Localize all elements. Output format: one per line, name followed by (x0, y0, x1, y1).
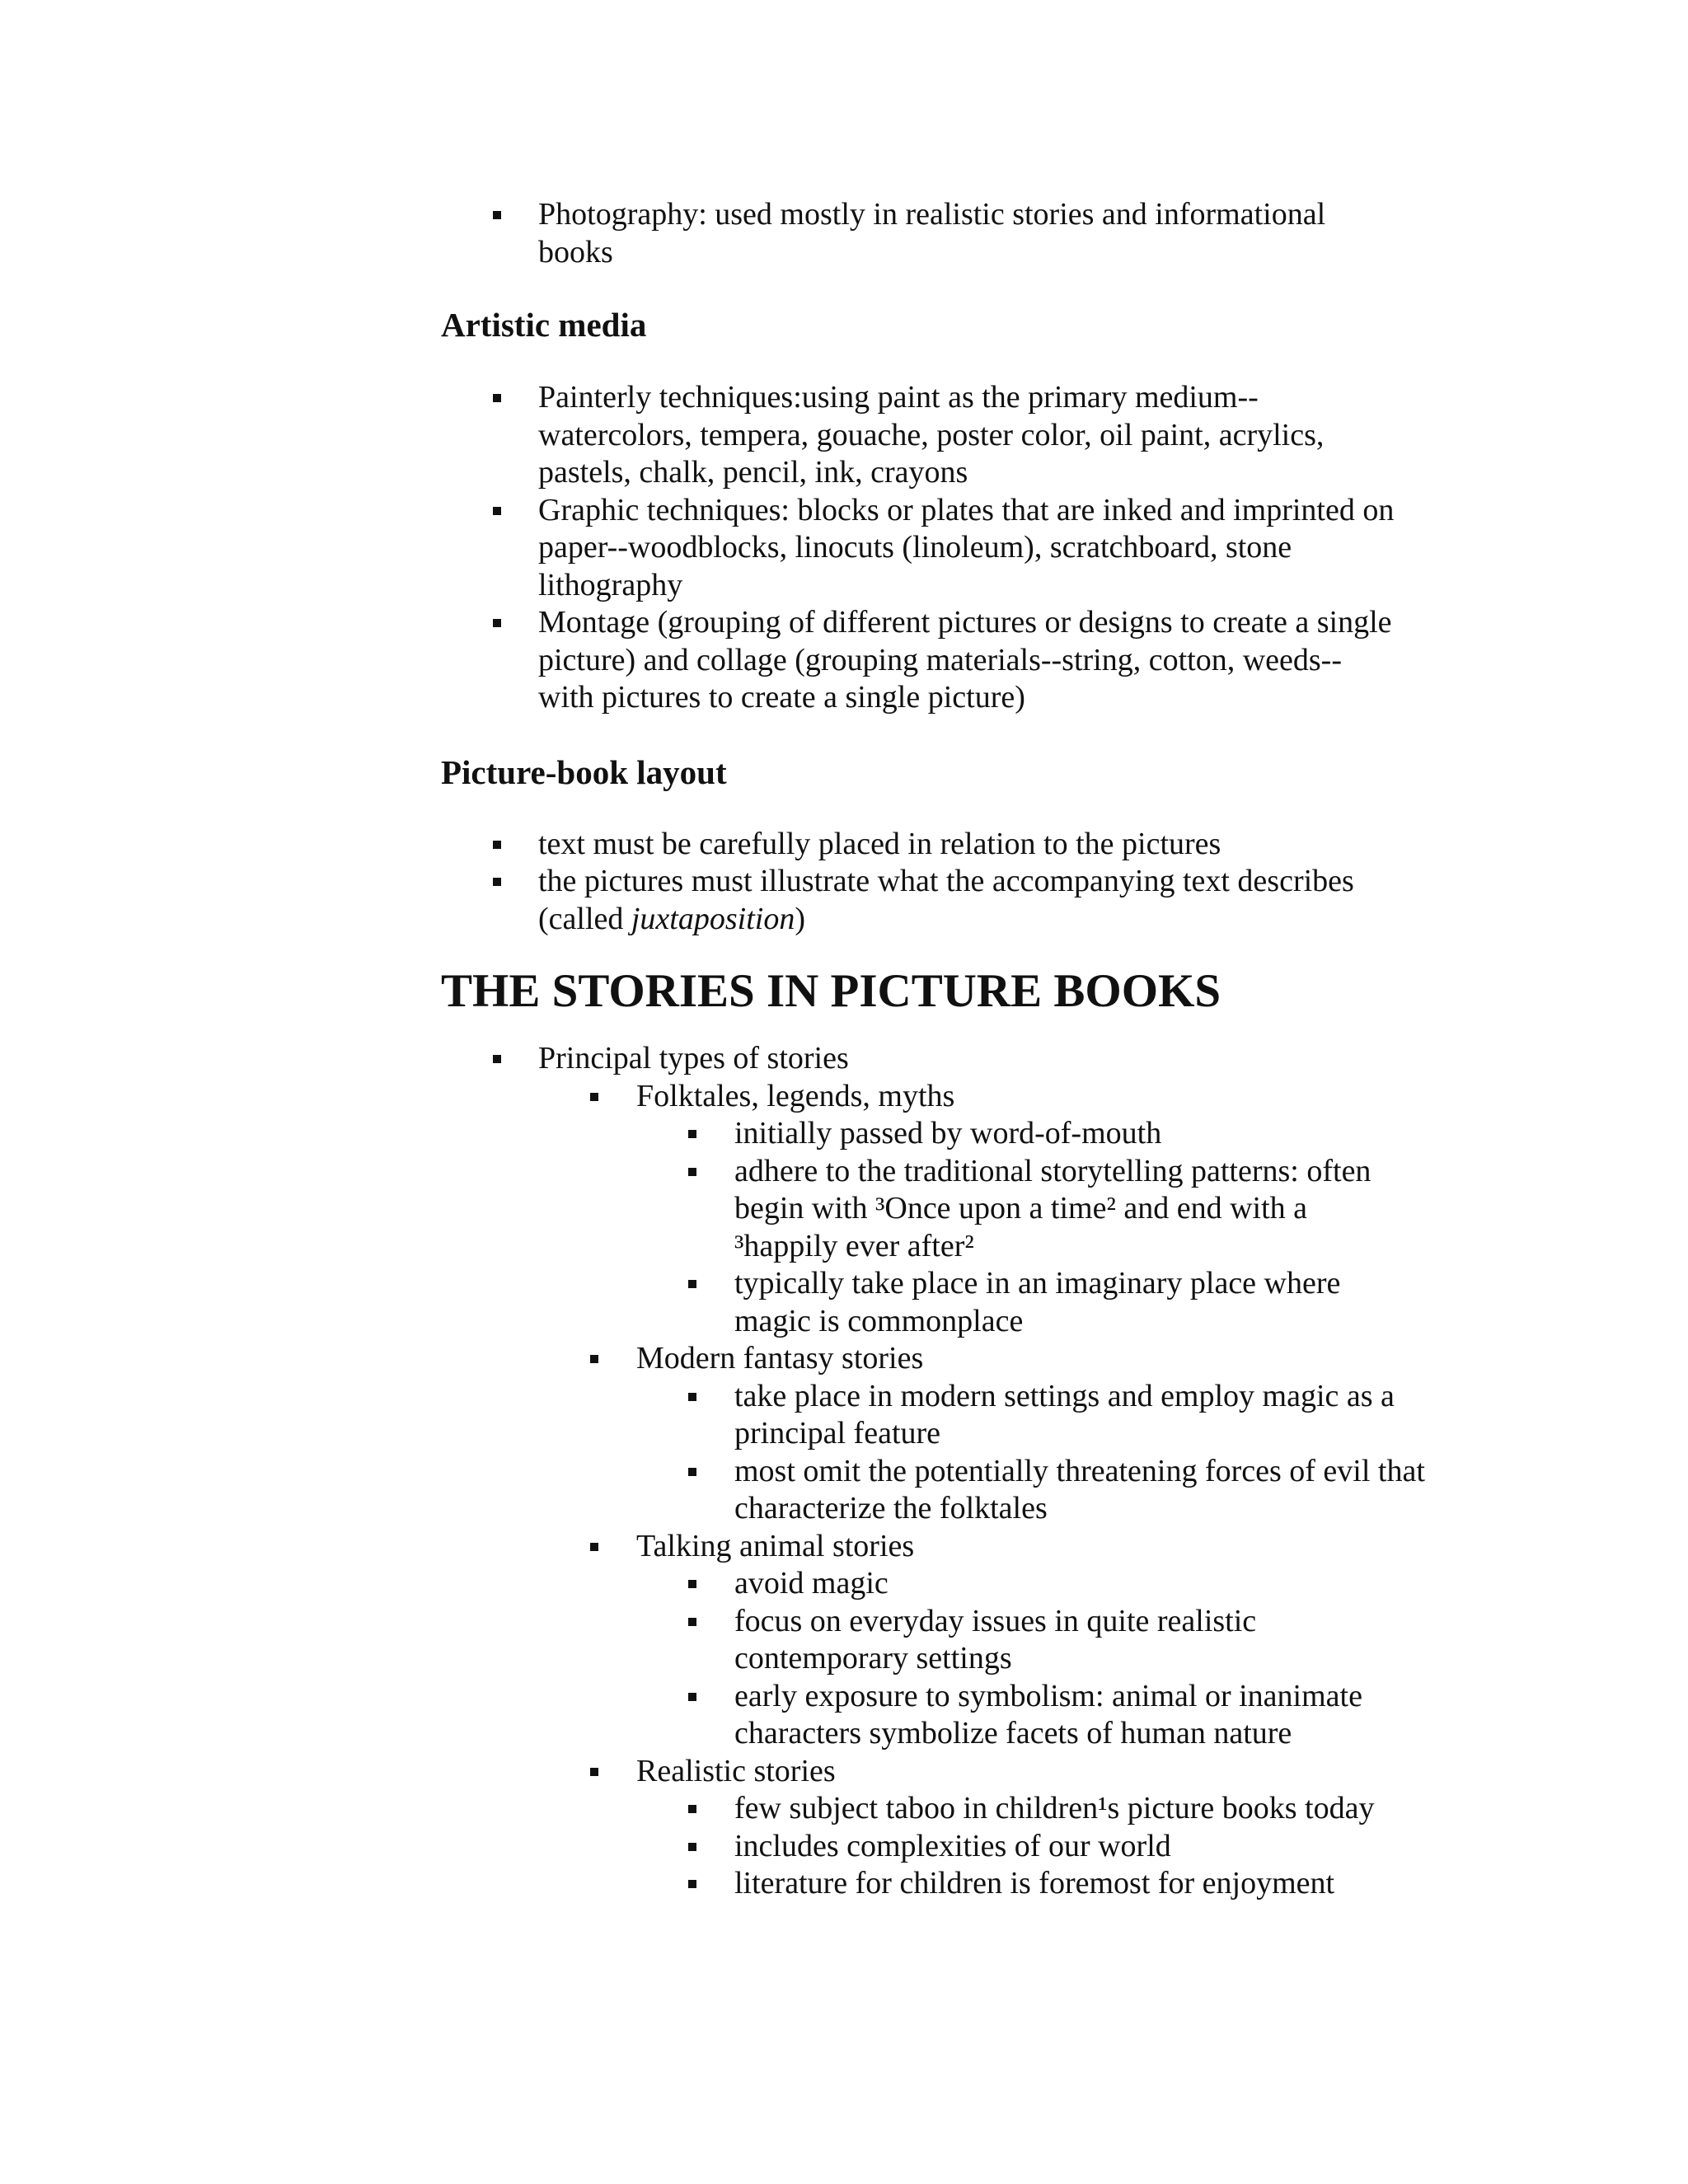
juxtaposition-term: juxtaposition (631, 901, 795, 936)
list-item (441, 196, 1404, 271)
layout-item-prefix: the pictures must illustrate what the accompanying text describes (called (538, 864, 1354, 936)
story-point (636, 1865, 1397, 1903)
story-point-text: literature for children is foremost for enjoyment (734, 1866, 1335, 1900)
story-point (636, 1828, 1397, 1866)
square-bullet-icon (493, 619, 501, 627)
story-point-text: adhere to the traditional storytelling patterns: often begin with ³Once upon a time² and end with a ³happily ever after² (734, 1153, 1372, 1263)
story-type-item (538, 1753, 1397, 1903)
square-bullet-icon (493, 507, 501, 515)
story-point (636, 1453, 1427, 1528)
list-item (441, 379, 1397, 492)
square-bullet-icon (590, 1543, 598, 1551)
square-bullet-icon (688, 1168, 696, 1176)
photography-text: Photography: used mostly in realistic stories and informational books (538, 197, 1326, 269)
photography-list (441, 196, 1397, 271)
story-point (636, 1153, 1410, 1266)
square-bullet-icon (493, 1055, 501, 1063)
story-point (636, 1378, 1427, 1453)
list-item (441, 1040, 1425, 1903)
media-item-graphic: Graphic techniques: blocks or plates that are inked and imprinted on paper--woodblocks, linocuts (linoleum), scratchboard, stone lithography (538, 492, 1395, 602)
story-point-text: avoid magic (734, 1566, 889, 1601)
square-bullet-icon (493, 394, 501, 402)
layout-list (441, 826, 1397, 939)
square-bullet-icon (493, 841, 501, 849)
story-point (636, 1115, 1397, 1153)
square-bullet-icon (688, 1618, 696, 1626)
square-bullet-icon (590, 1768, 598, 1776)
story-point (636, 1565, 1397, 1603)
square-bullet-icon (590, 1093, 598, 1101)
square-bullet-icon (688, 1693, 696, 1701)
story-type-item (538, 1340, 1425, 1528)
square-bullet-icon (688, 1843, 696, 1851)
story-type-item (538, 1078, 1397, 1341)
artistic-media-list (441, 379, 1397, 717)
square-bullet-icon (493, 878, 501, 886)
story-type-label: Realistic stories (636, 1753, 836, 1788)
square-bullet-icon (688, 1130, 696, 1138)
picture-book-layout-heading: Picture-book layout (441, 752, 727, 791)
square-bullet-icon (688, 1468, 696, 1476)
story-type-item (538, 1528, 1397, 1753)
story-point (636, 1678, 1410, 1753)
story-points-list (636, 1115, 1397, 1340)
story-point-text: initially passed by word-of-mouth (734, 1116, 1162, 1151)
story-types-list (538, 1078, 1425, 1903)
story-point-text: few subject taboo in children¹s picture books today (734, 1791, 1375, 1825)
story-points-list (636, 1565, 1397, 1753)
square-bullet-icon (688, 1280, 696, 1288)
artistic-media-heading: Artistic media (441, 306, 647, 344)
square-bullet-icon (688, 1805, 696, 1813)
stories-list (441, 1040, 1425, 1903)
media-item-montage: Montage (grouping of different pictures or designs to create a single picture) and collage (grouping materials--string, cotton, weeds--with pictures to create a single picture) (538, 605, 1392, 715)
story-point-text: typically take place in an imaginary place where magic is commonplace (734, 1266, 1341, 1338)
story-point-text: includes complexities of our world (734, 1828, 1171, 1863)
list-item (441, 492, 1397, 605)
story-point (636, 1603, 1361, 1678)
story-point-text: take place in modern settings and employ magic as a principal feature (734, 1378, 1395, 1451)
square-bullet-icon (688, 1393, 696, 1401)
story-points-list (636, 1378, 1425, 1528)
square-bullet-icon (590, 1355, 598, 1363)
story-point-text: early exposure to symbolism: animal or inanimate characters symbolize facets of human nature (734, 1678, 1362, 1750)
document-page (441, 196, 1430, 1903)
square-bullet-icon (688, 1580, 696, 1588)
story-type-label: Talking animal stories (636, 1528, 915, 1563)
story-point-text: focus on everyday issues in quite realistic contemporary settings (734, 1603, 1257, 1675)
list-item (441, 826, 1397, 864)
story-type-label: Modern fantasy stories (636, 1341, 924, 1376)
square-bullet-icon (688, 1880, 696, 1888)
media-item-painterly: Painterly techniques:using paint as the primary medium--watercolors, tempera, gouache, poster color, oil paint, acrylics, pastels, chalk, pencil, ink, crayons (538, 380, 1325, 490)
layout-item-text-placement: text must be carefully placed in relation to the pictures (538, 826, 1221, 861)
story-type-label: Folktales, legends, myths (636, 1078, 955, 1113)
list-item (441, 863, 1412, 938)
principal-types-label: Principal types of stories (538, 1041, 849, 1076)
stories-heading: THE STORIES IN PICTURE BOOKS (441, 965, 1221, 1017)
story-point-text: most omit the potentially threatening forces of evil that characterize the folktales (734, 1453, 1425, 1526)
story-point (636, 1790, 1397, 1828)
story-point (636, 1265, 1410, 1340)
story-points-list (636, 1790, 1397, 1903)
list-item (441, 604, 1397, 717)
square-bullet-icon (493, 211, 501, 219)
layout-item-suffix: ) (795, 901, 805, 936)
